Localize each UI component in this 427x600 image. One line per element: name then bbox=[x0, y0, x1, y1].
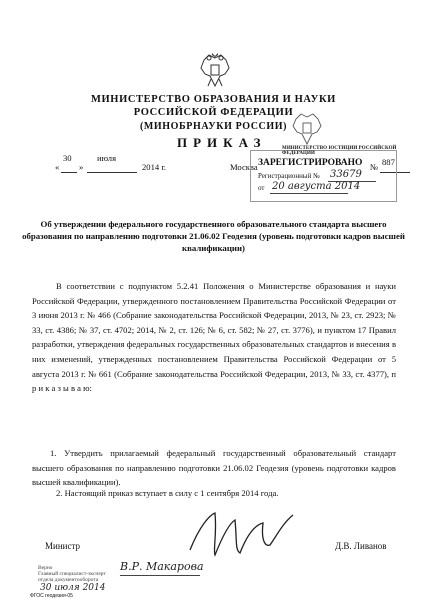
stamp-reg-date-underline bbox=[270, 193, 348, 194]
ministry-short-name: (МИНОБРНАУКИ РОССИИ) bbox=[139, 121, 288, 132]
order-number-sign: № bbox=[370, 162, 379, 172]
order-item-1: 1. Утвердить прилагаемый федеральный государственный образовательный стандарт высшего образования по направлению подготовки 21.06.02 Геодезия (уровень подготовки кадров высшей квалификации). bbox=[32, 448, 396, 488]
stamp-emblem-icon bbox=[290, 112, 324, 148]
copy-stamp-position: Главный специалист-эксперт bbox=[38, 571, 106, 577]
ministry-title-line2: РОССИЙСКОЙ ФЕДЕРАЦИИ bbox=[133, 107, 294, 118]
handwritten-signature bbox=[185, 505, 300, 560]
copy-stamp-underline bbox=[120, 575, 200, 576]
date-month-underline bbox=[87, 172, 137, 173]
copy-stamp-department: отдела документооборота bbox=[38, 577, 99, 583]
copy-stamp-handwritten-name: В.Р. Макарова bbox=[120, 560, 204, 573]
order-title: ПРИКАЗ bbox=[177, 135, 267, 150]
order-number: 887 bbox=[382, 157, 395, 167]
body-paragraph-1: В соответствии с подпунктом 5.2.41 Положения о Министерстве образования и науки Российской Федерации, утвержденного постановлением Правительства Российской Федерации от 3 июня 2013 г. № 466 (Собрание законодательства Российской Федерации, 2013, № 23, ст. 2923; № 33, ст. 4386; № 37, ст. 4702; 2014, № 2, ст. 126; № 6, ст. 582; № 27, ст. 3776), и пунктом 17 Правил разработки, утверждения федеральных государственных образовательных стандартов и внесения в них изменений, утвержденных постановлением Правительства Российской Федерации от 5 августа 2013 г. № 661 (Собрание законодательства Российской Федерации, 2013, № 33, ст. 4377), п р и к а з ы в а ю: bbox=[32, 281, 396, 394]
date-open-quote: « bbox=[55, 162, 60, 172]
signatory-name: Д.В. Ливанов bbox=[335, 541, 387, 551]
stamp-from-label: от bbox=[258, 184, 265, 192]
coat-of-arms-emblem bbox=[198, 52, 232, 90]
stamp-ministry-justice: МИНИСТЕРСТВО ЮСТИЦИИ РОССИЙСКОЙ ФЕДЕРАЦИИ bbox=[282, 146, 397, 156]
signatory-position: Министр bbox=[45, 541, 80, 551]
stamp-reg-number: 33679 bbox=[330, 169, 362, 180]
date-day-underline bbox=[61, 172, 77, 173]
ministry-title-line1: МИНИСТЕРСТВО ОБРАЗОВАНИЯ И НАУКИ bbox=[91, 94, 336, 105]
stamp-registered: ЗАРЕГИСТРИРОВАНО bbox=[258, 158, 363, 168]
stamp-reg-label: Регистрационный № bbox=[258, 172, 320, 180]
date-year: 2014 г. bbox=[142, 162, 167, 172]
date-close-quote: » bbox=[79, 162, 84, 172]
date-month: июля bbox=[97, 153, 117, 163]
footer-code: ФГОС геодезия-05 bbox=[30, 593, 73, 599]
copy-stamp-verified: Верно bbox=[38, 565, 53, 571]
order-item-2: 2. Настоящий приказ вступает в силу с 1 сентября 2014 года. bbox=[56, 488, 279, 498]
order-subject: Об утверждении федерального государственного образовательного стандарта высшего образования по направлению подготовки 21.06.02 Геодезия (уровень подготовки кадров высшей квалификации) bbox=[22, 219, 405, 253]
stamp-reg-date: 20 августа 2014 bbox=[272, 181, 361, 192]
date-day: 30 bbox=[63, 153, 72, 163]
date-city: Москва bbox=[230, 162, 258, 172]
copy-stamp-handwritten-date: 30 июля 2014 bbox=[40, 583, 106, 593]
